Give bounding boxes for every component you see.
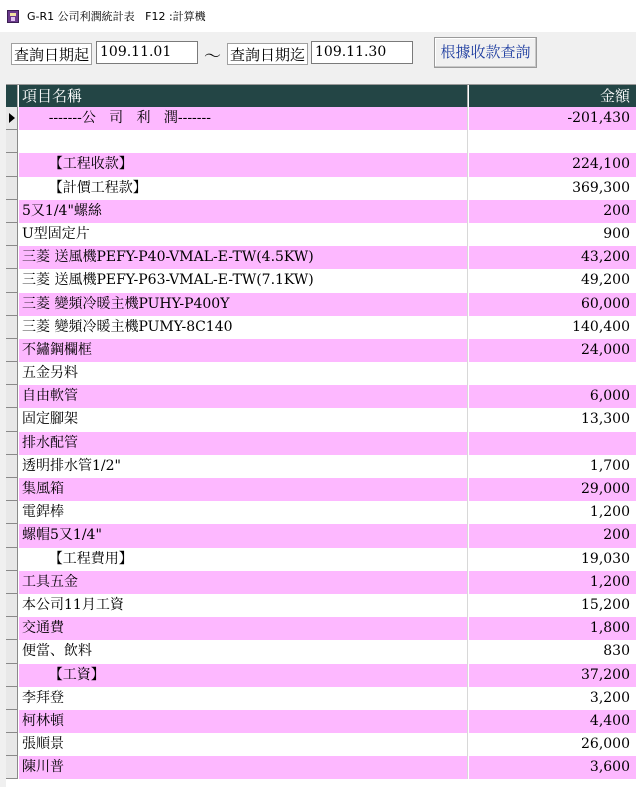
amount-cell[interactable]: 29,000 bbox=[469, 478, 636, 501]
table-row[interactable] bbox=[6, 269, 636, 292]
query-toolbar bbox=[0, 32, 636, 74]
row-selector[interactable] bbox=[6, 594, 18, 617]
table-row[interactable] bbox=[6, 432, 636, 455]
item-name-cell[interactable]: 螺帽5又1/4" bbox=[19, 524, 468, 547]
table-row[interactable] bbox=[6, 501, 636, 524]
table-row[interactable] bbox=[6, 153, 636, 176]
row-selector[interactable] bbox=[6, 339, 18, 362]
app-icon bbox=[7, 10, 19, 23]
item-name-cell[interactable]: 便當、飲料 bbox=[19, 640, 468, 663]
table-row[interactable] bbox=[6, 478, 636, 501]
amount-cell[interactable]: 369,300 bbox=[469, 177, 636, 200]
amount-cell[interactable]: -201,430 bbox=[469, 107, 636, 130]
amount-cell[interactable]: 1,700 bbox=[469, 455, 636, 478]
table-row[interactable] bbox=[6, 293, 636, 316]
column-header-item-name[interactable]: 項目名稱 bbox=[19, 85, 468, 107]
item-name-cell[interactable]: 李拜登 bbox=[19, 687, 468, 710]
table-row[interactable] bbox=[6, 710, 636, 733]
item-name-cell[interactable]: 【工資】 bbox=[19, 664, 468, 687]
row-selector[interactable] bbox=[6, 756, 18, 779]
start-date-label: 查詢日期起 bbox=[11, 43, 92, 65]
item-name-cell[interactable]: 五金另料 bbox=[19, 362, 468, 385]
amount-cell[interactable]: 24,000 bbox=[469, 339, 636, 362]
row-selector[interactable] bbox=[6, 362, 18, 385]
end-date-input[interactable]: 109.11.30 bbox=[311, 41, 413, 64]
amount-cell[interactable]: 3,600 bbox=[469, 756, 636, 779]
item-name-cell[interactable] bbox=[19, 130, 468, 153]
amount-cell[interactable]: 13,300 bbox=[469, 408, 636, 431]
item-name-cell[interactable]: 電銲棒 bbox=[19, 501, 468, 524]
row-selector[interactable] bbox=[6, 408, 18, 431]
item-name-cell[interactable]: 排水配管 bbox=[19, 432, 468, 455]
item-name-cell[interactable]: 固定腳架 bbox=[19, 408, 468, 431]
item-name-cell[interactable]: 透明排水管1/2" bbox=[19, 455, 468, 478]
grid-header bbox=[6, 85, 636, 107]
row-selector[interactable] bbox=[6, 501, 18, 524]
row-selector[interactable] bbox=[6, 153, 18, 176]
amount-cell[interactable]: 1,200 bbox=[469, 501, 636, 524]
table-row[interactable] bbox=[6, 130, 636, 153]
amount-cell[interactable] bbox=[469, 432, 636, 455]
item-name-cell[interactable]: -------公 司 利 潤------- bbox=[19, 107, 468, 130]
row-selector[interactable] bbox=[6, 246, 18, 269]
amount-cell[interactable]: 26,000 bbox=[469, 733, 636, 756]
row-selector[interactable] bbox=[6, 710, 18, 733]
table-row[interactable] bbox=[6, 455, 636, 478]
item-name-cell[interactable]: 張順景 bbox=[19, 733, 468, 756]
item-name-cell[interactable]: 三菱 送風機PEFY-P63-VMAL-E-TW(7.1KW) bbox=[19, 269, 468, 292]
table-row[interactable] bbox=[6, 756, 636, 779]
row-selector[interactable] bbox=[6, 548, 18, 571]
item-name-cell[interactable]: 工具五金 bbox=[19, 571, 468, 594]
amount-cell[interactable]: 200 bbox=[469, 200, 636, 223]
profit-grid[interactable] bbox=[6, 84, 636, 787]
title-bar bbox=[0, 0, 636, 32]
row-selector[interactable] bbox=[6, 432, 18, 455]
amount-cell[interactable]: 1,200 bbox=[469, 571, 636, 594]
table-row[interactable] bbox=[6, 177, 636, 200]
amount-cell[interactable] bbox=[469, 130, 636, 153]
table-row[interactable] bbox=[6, 664, 636, 687]
table-row[interactable] bbox=[6, 733, 636, 756]
row-selector[interactable] bbox=[6, 177, 18, 200]
row-selector[interactable] bbox=[6, 617, 18, 640]
start-date-input[interactable]: 109.11.01 bbox=[96, 41, 198, 64]
item-name-cell[interactable]: 三菱 變頻冷暖主機PUHY-P400Y bbox=[19, 293, 468, 316]
item-name-cell[interactable]: 交通費 bbox=[19, 617, 468, 640]
item-name-cell[interactable]: 自由軟管 bbox=[19, 385, 468, 408]
row-selector[interactable] bbox=[6, 571, 18, 594]
amount-cell[interactable]: 60,000 bbox=[469, 293, 636, 316]
amount-cell[interactable]: 6,000 bbox=[469, 385, 636, 408]
item-name-cell[interactable]: 5又1/4"螺絲 bbox=[19, 200, 468, 223]
current-row-indicator-icon[interactable] bbox=[6, 107, 18, 130]
amount-cell[interactable]: 200 bbox=[469, 524, 636, 547]
item-name-cell[interactable]: 本公司11月工資 bbox=[19, 594, 468, 617]
item-name-cell[interactable]: 陳川普 bbox=[19, 756, 468, 779]
row-selector[interactable] bbox=[6, 293, 18, 316]
window-title: G-R1 公司利潤統計表 F12 :計算機 bbox=[27, 10, 206, 23]
column-header-amount[interactable]: 金額 bbox=[469, 85, 636, 107]
table-row[interactable] bbox=[6, 640, 636, 663]
table-row[interactable] bbox=[6, 594, 636, 617]
item-name-cell[interactable]: 柯林頓 bbox=[19, 710, 468, 733]
amount-cell[interactable]: 830 bbox=[469, 640, 636, 663]
table-row[interactable] bbox=[6, 107, 636, 130]
table-row[interactable] bbox=[6, 223, 636, 246]
amount-cell[interactable]: 49,200 bbox=[469, 269, 636, 292]
amount-cell[interactable]: 37,200 bbox=[469, 664, 636, 687]
query-by-receipt-button[interactable]: 根據收款查詢 bbox=[434, 37, 537, 68]
range-tilde: ～ bbox=[204, 47, 221, 67]
row-selector[interactable] bbox=[6, 130, 18, 153]
row-selector[interactable] bbox=[6, 223, 18, 246]
row-selector[interactable] bbox=[6, 200, 18, 223]
item-name-cell[interactable]: 集風箱 bbox=[19, 478, 468, 501]
table-row[interactable] bbox=[6, 687, 636, 710]
amount-cell[interactable]: 19,030 bbox=[469, 548, 636, 571]
table-row[interactable] bbox=[6, 524, 636, 547]
row-selector[interactable] bbox=[6, 640, 18, 663]
grid-rows bbox=[6, 107, 636, 779]
amount-cell[interactable]: 4,400 bbox=[469, 710, 636, 733]
item-name-cell[interactable]: 三菱 送風機PEFY-P40-VMAL-E-TW(4.5KW) bbox=[19, 246, 468, 269]
amount-cell[interactable]: 1,800 bbox=[469, 617, 636, 640]
row-selector[interactable] bbox=[6, 316, 18, 339]
item-name-cell[interactable]: 【計價工程款】 bbox=[19, 177, 468, 200]
row-selector[interactable] bbox=[6, 455, 18, 478]
amount-cell[interactable]: 140,400 bbox=[469, 316, 636, 339]
header-indicator bbox=[6, 85, 18, 107]
row-selector[interactable] bbox=[6, 269, 18, 292]
end-date-label: 查詢日期迄 bbox=[227, 43, 308, 65]
table-row[interactable] bbox=[6, 362, 636, 385]
table-row[interactable] bbox=[6, 571, 636, 594]
table-row[interactable] bbox=[6, 617, 636, 640]
item-name-cell[interactable]: 三菱 變頻冷暖主機PUMY-8C140 bbox=[19, 316, 468, 339]
row-selector[interactable] bbox=[6, 385, 18, 408]
row-selector[interactable] bbox=[6, 524, 18, 547]
table-row[interactable] bbox=[6, 339, 636, 362]
table-row[interactable] bbox=[6, 548, 636, 571]
table-row[interactable] bbox=[6, 408, 636, 431]
row-selector[interactable] bbox=[6, 478, 18, 501]
item-name-cell[interactable]: 【工程收款】 bbox=[19, 153, 468, 176]
item-name-cell[interactable]: 【工程費用】 bbox=[19, 548, 468, 571]
row-selector[interactable] bbox=[6, 664, 18, 687]
amount-cell[interactable]: 43,200 bbox=[469, 246, 636, 269]
table-row[interactable] bbox=[6, 200, 636, 223]
amount-cell[interactable]: 15,200 bbox=[469, 594, 636, 617]
table-row[interactable] bbox=[6, 246, 636, 269]
item-name-cell[interactable]: U型固定片 bbox=[19, 223, 468, 246]
amount-cell[interactable]: 3,200 bbox=[469, 687, 636, 710]
row-selector[interactable] bbox=[6, 733, 18, 756]
amount-cell[interactable]: 224,100 bbox=[469, 153, 636, 176]
item-name-cell[interactable]: 不鏽鋼欄框 bbox=[19, 339, 468, 362]
table-row[interactable] bbox=[6, 316, 636, 339]
amount-cell[interactable]: 900 bbox=[469, 223, 636, 246]
row-selector[interactable] bbox=[6, 687, 18, 710]
table-row[interactable] bbox=[6, 385, 636, 408]
amount-cell[interactable] bbox=[469, 362, 636, 385]
